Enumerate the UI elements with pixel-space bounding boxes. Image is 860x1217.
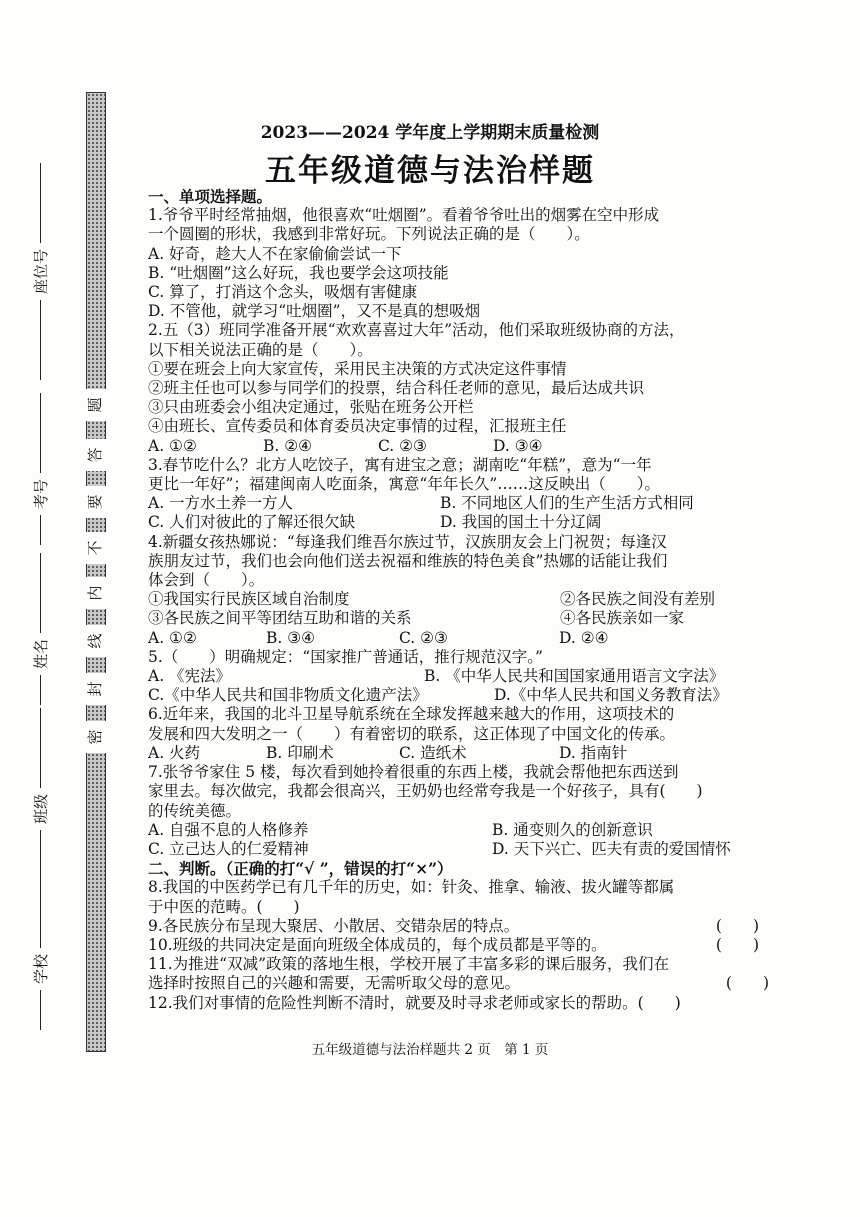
option[interactable]: A. 一方水土养一方人 [148, 494, 294, 513]
statement-item: ②班主任也可以参与同学们的投票，结合科任老师的意见，最后达成共识 [148, 379, 645, 398]
option[interactable]: B. “吐烟圈”这么好玩，我也要学会这项技能 [148, 263, 449, 282]
blank-line [40, 708, 41, 788]
blank-line [40, 515, 41, 545]
seal-char: 线 [79, 625, 109, 657]
exam-content [148, 187, 773, 1013]
statement-item: ④各民族亲如一家 [560, 609, 685, 628]
question-stem: 2.五（3）班同学准备开展“欢欢喜喜过大年”活动，他们采取班级协商的方法， [148, 321, 685, 340]
class-field[interactable] [30, 708, 51, 860]
judge-statement: 8.我国的中医药学已有几千年的历史，如：针灸、推拿、输液、拔火罐等都属 [148, 878, 675, 897]
option[interactable]: B. 不同地区人们的生产生活方式相同 [440, 494, 694, 513]
options-row [148, 686, 773, 705]
question-stem: 族朋友过节，我们也会向他们送去祝福和维族的特色美食”热娜的话能让我们 [148, 551, 668, 570]
question-stem: 以下相关说法正确的是（ ）。 [148, 340, 373, 359]
question-stem: 的传统美德。 [148, 801, 242, 820]
options-row [148, 840, 773, 859]
judge-statement[interactable]: 12.我们对事情的危险性判断不清时，就要及时寻求老师或家长的帮助。( ) [148, 993, 681, 1012]
question-stem: 家里去。每次做完，我都会很高兴，王奶奶也经常夸我是一个好孩子，具有( ) [148, 782, 703, 801]
option[interactable]: B. ③④ [266, 628, 316, 647]
seal-char: 内 [79, 577, 109, 609]
option[interactable]: A. 火药 [148, 743, 201, 762]
question-stem: 一个圆圈的形状，我感到非常好玩。下列说法正确的是（ ）。 [148, 225, 590, 244]
statement-row [148, 590, 773, 609]
blank-line [40, 830, 41, 860]
judge-text: 9.各民族分布呈现大聚居、小散居、交错杂居的特点。 [148, 916, 520, 935]
option[interactable]: D. 天下兴亡、匹夫有责的爱国情怀 [492, 839, 731, 858]
option[interactable]: D. 我国的国土十分辽阔 [440, 513, 602, 532]
statement-item: ③只由班委会小组决定通过，张贴在班务公开栏 [148, 398, 474, 417]
option[interactable]: C. 造纸术 [399, 743, 467, 762]
section-heading: 二、判断。（正确的打“√ ”，错误的打“×”） [148, 859, 453, 879]
option[interactable]: C. ②③ [399, 628, 448, 647]
option[interactable]: D.《中华人民共和国义务教育法》 [494, 686, 728, 705]
field-label: 学校 [32, 953, 50, 984]
answer-parens[interactable]: ( ) [715, 916, 759, 935]
blank-line [40, 858, 41, 948]
judge-statement [148, 917, 773, 936]
question-stem: 更比一年好”；福建闽南人吃面条，寓意“年年长久”……这反映出（ ）。 [148, 475, 661, 494]
option[interactable]: C. 人们对彼此的了解还很欠缺 [148, 513, 356, 532]
option[interactable]: C.《中华人民共和国非物质文化遗产法》 [148, 686, 428, 705]
school-field[interactable] [30, 858, 51, 1030]
question-stem: 6.近年来，我国的北斗卫星导航系统在全球发挥越来越大的作用，这项技术的 [148, 705, 675, 724]
answer-parens[interactable]: ( ) [725, 974, 769, 993]
options-row [148, 667, 773, 686]
field-label: 考号 [32, 478, 50, 509]
option[interactable]: D. ②④ [559, 628, 609, 647]
blank-line [40, 553, 41, 633]
blank-line [40, 675, 41, 705]
option[interactable]: B. 印刷术 [266, 743, 334, 762]
option[interactable]: B. ②④ [263, 436, 313, 455]
section-heading: 一、单项选择题。 [148, 187, 273, 206]
options-row [148, 437, 773, 456]
option[interactable]: A. 好奇，趁大人不在家偷偷尝试一下 [148, 244, 402, 263]
option[interactable]: D. ③④ [493, 436, 543, 455]
option[interactable]: A. 《宪法》 [148, 667, 232, 686]
statement-item: ②各民族之间没有差别 [560, 590, 716, 609]
option[interactable]: C. 算了，打消这个念头，吸烟有害健康 [148, 283, 418, 302]
statement-item: ④由班长、宣传委员和体育委员决定事情的过程，汇报班主任 [148, 417, 567, 436]
binding-strip [86, 92, 106, 1052]
question-stem: 7.张爷爷家住 5 楼，每次看到她拎着很重的东西上楼，我就会帮他把东西送到 [148, 763, 679, 782]
statement-row [148, 609, 773, 628]
options-row [148, 494, 773, 513]
name-field[interactable] [30, 553, 51, 705]
exam-year-line: 2023——2024 学年度上学期期末质量检测 [260, 123, 600, 143]
question-stem: 体会到（ ）。 [148, 571, 265, 590]
option[interactable]: B. 通变则久的创新意识 [492, 820, 653, 839]
question-stem: 3.春节吃什么？北方人吃饺子，寓有进宝之意；湖南吃“年糕”，意为“一年 [148, 455, 652, 474]
option[interactable]: C. ②③ [378, 436, 427, 455]
option[interactable]: A. ①② [148, 436, 197, 455]
question-stem: 发展和四大发明之一（ ）有着密切的联系，这正体现了中国文化的传承。 [148, 724, 676, 743]
page-title: 五年级道德与法治样题 [265, 153, 595, 189]
judge-statement [148, 974, 773, 993]
field-label: 姓名 [32, 638, 50, 669]
blank-line [40, 990, 41, 1030]
seal-char: 不 [79, 532, 109, 564]
question-stem: 4.新疆女孩热娜说：“每逢我们维吾尔族过节，汉族朋友会上门祝贺；每逢汉 [148, 532, 667, 551]
option[interactable]: A. 自强不息的人格修养 [148, 820, 309, 839]
seal-char: 封 [79, 673, 109, 705]
judge-statement [148, 936, 773, 955]
option[interactable]: B. 《中华人民共和国国家通用语言文字法》 [424, 667, 725, 686]
seal-char: 题 [79, 389, 109, 421]
blank-line [40, 393, 41, 473]
option[interactable]: D. 不管他，就学习“吐烟圈”，又不是真的想吸烟 [148, 302, 481, 321]
field-label: 班级 [32, 793, 50, 824]
judge-text: 10.班级的共同决定是面向班级全体成员的，每个成员都是平等的。 [148, 935, 607, 954]
field-label: 座位号 [32, 248, 50, 294]
options-row [148, 821, 773, 840]
question-stem: 1.爷爷平时经常抽烟，他很喜欢“吐烟圈”。看着爷爷吐出的烟雾在空中形成 [148, 206, 660, 225]
option[interactable]: D. 指南针 [559, 743, 628, 762]
seal-char: 答 [79, 439, 109, 471]
exam-number-field[interactable] [30, 393, 51, 545]
question-stem: 5.（ ）明确规定：“国家推广普通话，推行规范汉字。” [148, 647, 543, 666]
statement-item: ③各民族之间平等团结互助和谐的关系 [148, 609, 412, 628]
option[interactable]: C. 立己达人的仁爱精神 [148, 839, 309, 858]
judge-statement[interactable]: 于中医的范畴。( ) [148, 897, 300, 916]
seal-char: 密 [79, 721, 109, 753]
option[interactable]: A. ①② [148, 628, 197, 647]
seat-number-field[interactable] [30, 163, 51, 380]
judge-text: 选择时按照自己的兴趣和需要，无需听取父母的意见。 [148, 974, 521, 993]
options-row [148, 513, 773, 532]
blank-line [40, 300, 41, 380]
statement-item: ①要在班会上向大家宣传，采用民主决策的方式决定这件事情 [148, 359, 567, 378]
judge-statement: 11.为推进“双减”政策的落地生根，学校开展了丰富多彩的课后服务，我们在 [148, 955, 670, 974]
options-row [148, 629, 773, 648]
page-footer: 五年级道德与法治样题共 2 页 第 1 页 [311, 1042, 549, 1058]
statement-item: ①我国实行民族区域自治制度 [148, 590, 350, 609]
options-row [148, 744, 773, 763]
seal-char: 要 [79, 486, 109, 518]
answer-parens[interactable]: ( ) [715, 935, 759, 954]
